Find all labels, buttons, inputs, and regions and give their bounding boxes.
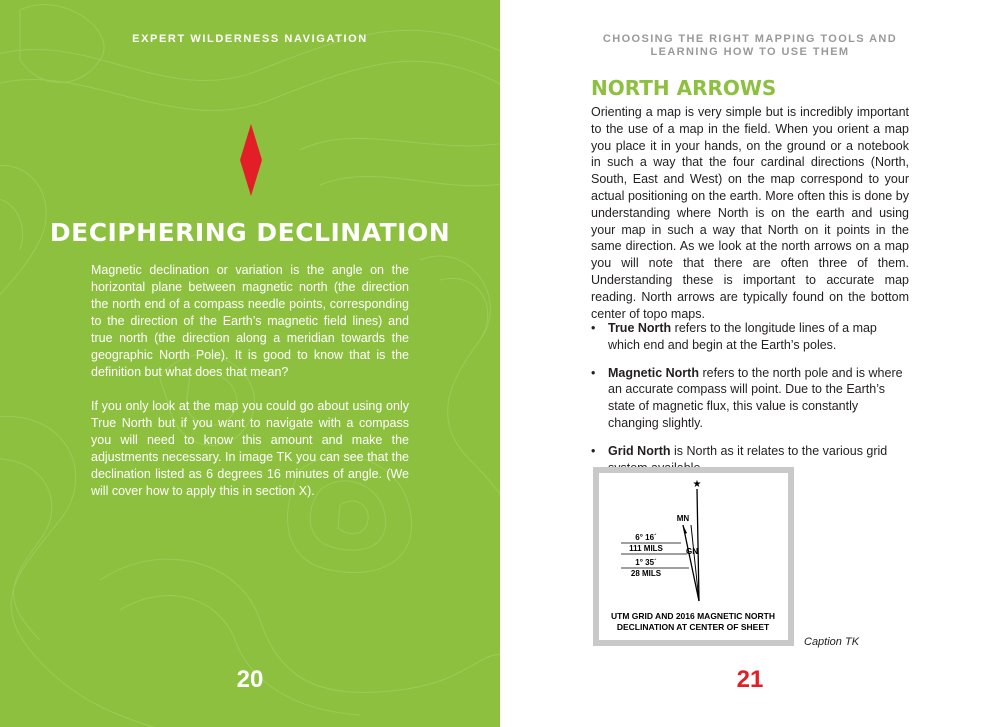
bullet-icon: • — [591, 321, 596, 335]
definition: refers to the north pole and is where an accurate compass will point. Due to the Earth’s state of magnetic flux, this value is constantly changing slightly. — [608, 365, 903, 430]
figure-caption-line: DECLINATION AT CENTER OF SHEET — [616, 622, 770, 632]
true-north-star-icon: ★ — [692, 479, 702, 490]
left-body-text — [91, 262, 409, 517]
right-page — [500, 0, 1000, 727]
declination-mils: 111 MILS — [629, 544, 663, 553]
figure-caption: Caption TK — [804, 636, 860, 648]
declination-diagram — [599, 473, 788, 640]
bullet-icon: • — [591, 443, 596, 458]
paragraph: If you only look at the map you could go about using only True North but if you want to navigate with a compass you will need to know this amount and make the adjustments necessary. In image TK you can see that the declination listed as 6 degrees 16 minutes of angle. (We will cover how to apply this in section X). — [91, 399, 409, 498]
section-title: NORTH ARROWS — [591, 76, 777, 100]
term: Magnetic North — [608, 365, 699, 380]
red-diamond-ornament-icon — [240, 124, 262, 196]
list-item — [591, 365, 911, 432]
gn-label: GN — [686, 547, 698, 556]
paragraph: Magnetic declination or variation is the angle on the horizontal plane between magnetic north (the direction the north end of a compass needle points, corresponding to the direction of the Earth’s magnetic field lines) and true north (the direction along a meridian towards the geographic North Pole). It is good to know that is the definition but what does that mean? — [91, 263, 409, 379]
definition: refers to the longitude lines of a map which end and begin at the Earth’s poles. — [608, 321, 877, 352]
mn-label: MN — [676, 514, 690, 523]
grid-mils: 28 MILS — [630, 569, 662, 578]
body-paragraph: Orienting a map is very simple but is incredibly important to the use of a map in the field. When you orient a map you place it in your hands, on the ground or a notebook in such a way that the four cardinal directions (North, South, East and West) on the map correspond to your actual positioning on the earth. More often this is done by understanding where North is on the earth and using your map in such a way that North on it points in the same direction. As we look at the north arrows on a map you will note that there are often three of them. Understanding these is important to accurate map reading. North arrows are typically found on the bottom center of topo maps. — [591, 105, 909, 321]
bullet-icon: • — [591, 365, 596, 380]
declination-degrees: 6° 16´ — [635, 533, 657, 542]
definition: is North as it relates to the various grid — [673, 443, 888, 458]
declination-diagram-figure — [593, 467, 794, 646]
term: Grid North — [608, 443, 671, 458]
term: True North — [608, 321, 672, 335]
page-number: 20 — [236, 666, 264, 693]
grid-degrees: 1° 35´ — [635, 558, 657, 567]
magnetic-north-line — [683, 525, 699, 601]
bullet-list — [591, 320, 911, 487]
list-item — [591, 320, 911, 354]
running-head: CHOOSING THE RIGHT MAPPING TOOLS AND LEARNING HOW TO USE THEM — [602, 33, 898, 58]
figure-caption-line: UTM GRID AND 2016 MAGNETIC NORTH — [610, 611, 776, 621]
chapter-title: DECIPHERING DECLINATION — [49, 218, 451, 247]
running-head: EXPERT WILDERNESS NAVIGATION — [132, 33, 368, 45]
page-number: 21 — [736, 666, 764, 693]
